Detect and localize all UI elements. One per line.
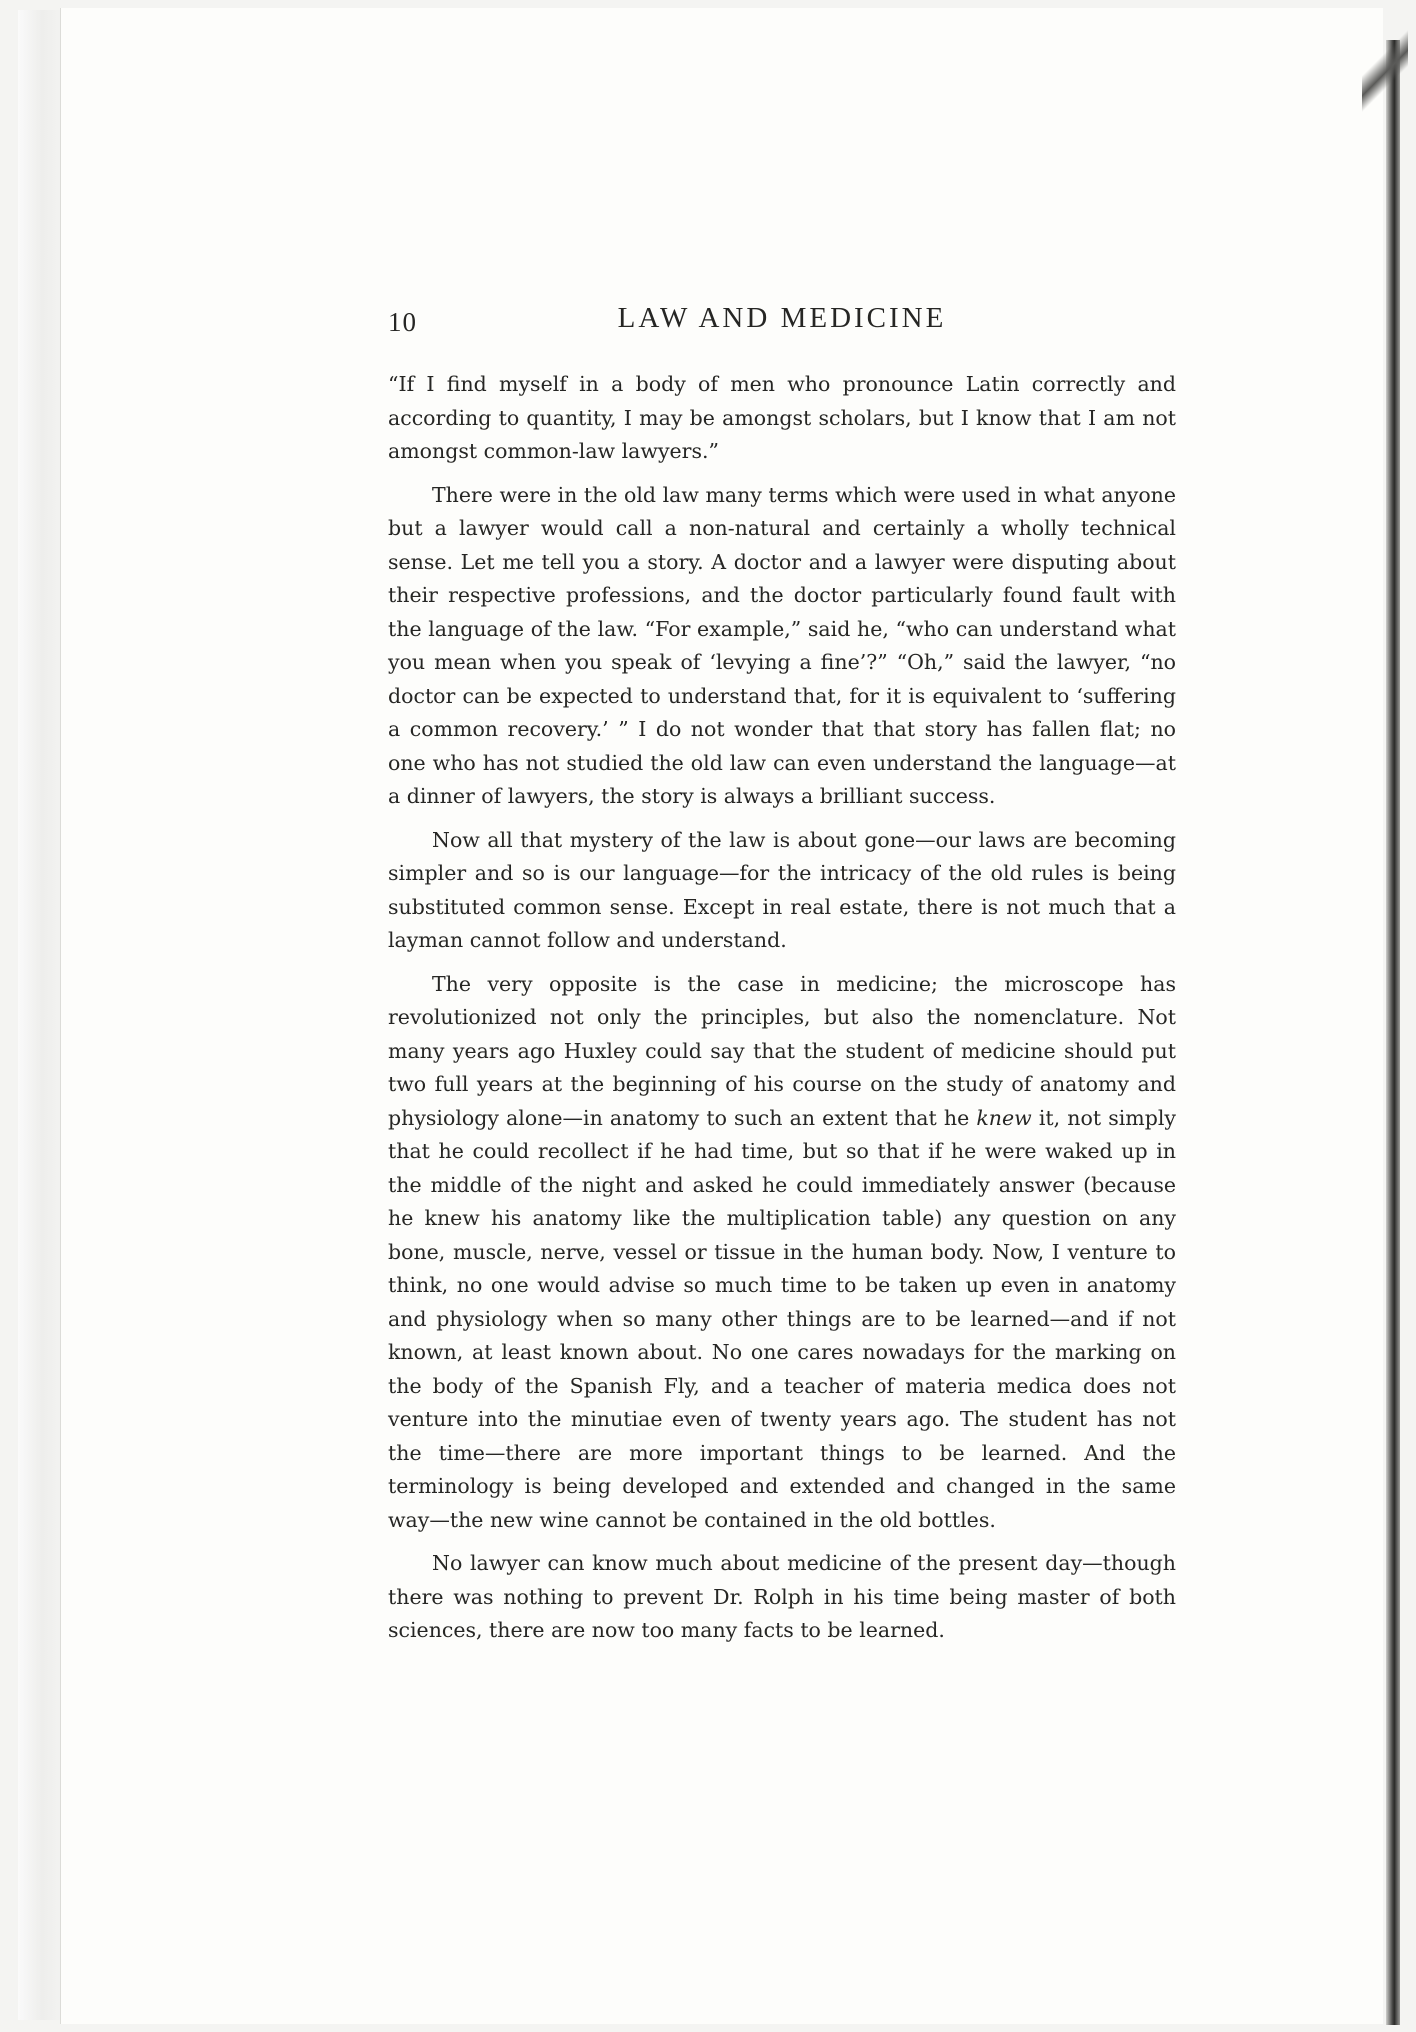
paragraph-1: “If I find myself in a body of men who pronounce Latin correctly and according to quantity, I may be amongst scholars, but I know that I am not amongst common-law lawyers.” [388, 372, 1176, 463]
paragraph-2: There were in the old law many terms which were used in what anyone but a lawyer would call a non-natural and certainly a wholly technical sense. Let me tell you a story. A doctor and a lawyer were disputing about their respective professions, and the doctor particularly found fault with the language of the law. “For example,” said he, “who can understand what you mean when you speak of ‘levying a fine’?” “Oh,” said the lawyer, “no doctor can be expected to understand that, for it is equivalent to ‘suffering a common recovery.’ ” I do not wonder that that story has fallen flat; no one who has not studied the old law can even understand the language—at a dinner of lawyers, the story is always a brilliant success. [388, 482, 1176, 808]
paragraph-4-text-a: The very opposite is the case in medicine; the microscope has revolutionized not only the principles, but also the nomenclature. Not many years ago Huxley could say that the student of medicine should put two full years at the beginning of his course on the study of anatomy and physiology alone—in anatomy to such an extent that he [388, 971, 1176, 1130]
corner-fold [1362, 28, 1408, 118]
paragraph-4-text-b: it, not simply that he could recollect if he had time, but so that if he were waked up in the middle of the night and asked he could immediately answer (because he knew his anatomy like the multiplication table) any question on any bone, muscle, nerve, vessel or tissue in the human body. Now, I venture to think, no one would advise so much time to be taken up even in anatomy and physiology when so many other things are to be learned—and if not known, at least known about. No one cares nowadays for the marking on the body of the Spanish Fly, and a teacher of materia medica does not venture into the minutiae even of twenty years ago. The student has not the time—there are more important things to be learned. And the terminology is being developed and extended and changed in the same way—the new wine cannot be contained in the old bottles. [388, 1105, 1176, 1532]
paragraph-4-emphasis: knew [976, 1105, 1032, 1130]
paragraph-4 [388, 968, 1176, 1538]
binding-shadow [1386, 40, 1400, 2025]
paragraph-5: No lawyer can know much about medicine of the present day—though there was nothing to prevent Dr. Rolph in his time being master of both sciences, there are now too many facts to be learned. [388, 1551, 1176, 1642]
page-text [388, 302, 1176, 1658]
paragraph-3: Now all that mystery of the law is about gone—our laws are becoming simpler and so is our language—for the intricacy of the old rules is being substituted common sense. Except in real estate, there is not much that a layman cannot follow and understand. [388, 827, 1176, 952]
page-number: 10 [388, 307, 417, 337]
running-head [388, 302, 1176, 342]
running-title: LAW AND MEDICINE [617, 302, 947, 334]
